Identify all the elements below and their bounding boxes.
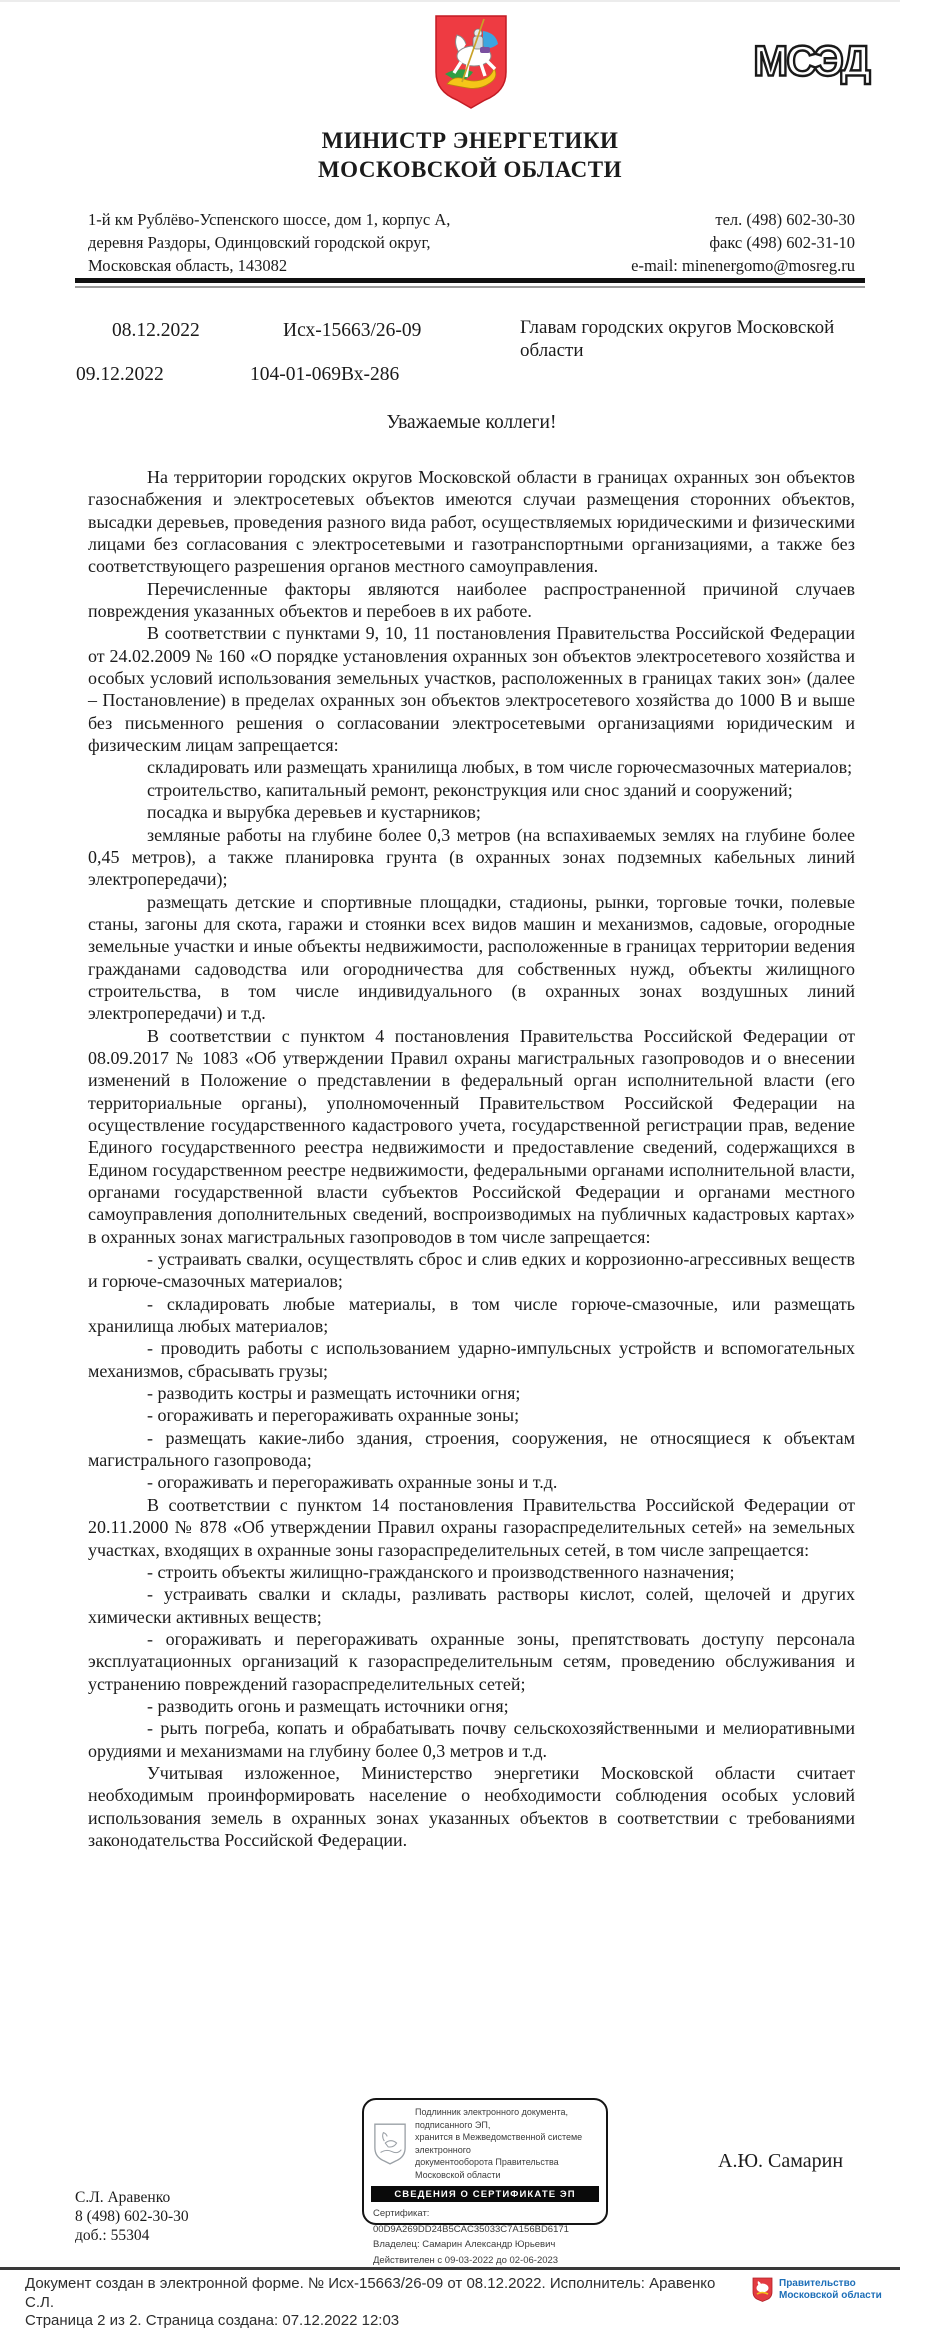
salutation: Уважаемые коллеги! [386, 412, 557, 433]
body-paragraph: посадка и вырубка деревьев и кустарников; [147, 802, 481, 823]
body-paragraph: - устраивать свалки, осуществлять сброс и слив едких и коррозионно-агрессивных веществ и горюче-смазочных материалов; [88, 1249, 855, 1292]
stamp-certificate-line: Сертификат: 00D9A269DD24B5CAC35033C7A156BD6171 [373, 2208, 569, 2235]
body-paragraph: В соответствии с пунктом 4 постановления Правительства Российской Федерации от 08.09.2017 № 1083 «Об утверждении Правил охраны магистральных газопроводов и о внесении изменений в Положение о представлении в федеральный орган исполнительной власти (его территориальные органы), уполномоченный Правительством Российской Федерации на осуществление государственного кадастрового учета, государственной регистрации прав, ведение Единого государственного реестра недвижимости и предоставление сведений, содержащихся в Едином государственном реестре недвижимости, федеральными органами исполнительной власти, органами государственной власти субъектов Российской Федерации и органами местного самоуправления дополнительных сведений, воспроизводимых на публичных кадастровых картах» в охранных зонах магистральных газопроводов в том числе запрещается: [88, 1025, 855, 1247]
letter-body [88, 466, 855, 1851]
executor-block [75, 2188, 189, 2245]
executor-line: 8 (498) 602-30-30 [75, 2208, 189, 2225]
body-paragraph: - разводить огонь и размещать источники огня; [147, 1695, 509, 1716]
org-address [88, 208, 508, 277]
stamp-note-line: Подлинник электронного документа, подписанного ЭП, [415, 2107, 568, 2130]
svg-text:МСЭД: МСЭД [753, 37, 869, 85]
body-paragraph: складировать или размещать хранилища любых, в том числе горючесмазочных материалов; [147, 757, 853, 778]
org-address-line: деревня Раздоры, Одинцовский городской округ, [88, 233, 431, 252]
government-logo [752, 2277, 882, 2302]
footer-meta-line: Документ создан в электронной форме. № Исх-15663/26-09 от 08.12.2022. Исполнитель: Аравенко С.Л. [25, 2275, 716, 2311]
government-logo-line1: Правительство [779, 2278, 856, 2289]
footer-meta [25, 2275, 745, 2331]
org-contact-line: e-mail: minenergomo@mosreg.ru [631, 256, 855, 275]
executor-line: С.Л. Аравенко [75, 2189, 171, 2206]
outgoing-number: Исх-15663/26-09 [283, 320, 422, 341]
government-logo-line2: Московской области [779, 2289, 882, 2301]
footer-separator [0, 2267, 900, 2270]
body-paragraph: строительство, капитальный ремонт, реконструкция или снос зданий и сооружений; [147, 779, 793, 800]
body-paragraph: - складировать любые материалы, в том числе горюче-смазочные, или размещать хранилища любых материалов; [88, 1293, 855, 1337]
government-coat-of-arms-icon [752, 2277, 773, 2302]
stamp-note [415, 2106, 599, 2181]
body-paragraph: - огораживать и перегораживать охранные зоны; [147, 1405, 520, 1426]
body-paragraph: - огораживать и перегораживать охранные зоны и т.д. [147, 1472, 558, 1493]
stamp-note-line: хранится в Межведомственной системе электронного [415, 2132, 583, 2155]
moscow-oblast-coat-of-arms-icon [433, 14, 509, 110]
stamp-certificate-line: Действителен с 09-03-2022 до 02-06-2023 [373, 2254, 559, 2266]
body-paragraph: - проводить работы с использованием ударно-импульсных устройств и вспомогательных механизмов, сбрасывать грузы; [88, 1338, 855, 1381]
page-title [0, 126, 940, 184]
body-paragraph: - строить объекты жилищно-гражданского и производственного назначения; [147, 1561, 735, 1582]
executor-line: доб.: 55304 [75, 2227, 150, 2244]
stamp-certificate-header: СВЕДЕНИЯ О СЕРТИФИКАТЕ ЭП [371, 2186, 599, 2202]
footer-meta-line: Страница 2 из 2. Страница создана: 07.12.2022 12:03 [25, 2312, 400, 2329]
body-paragraph: На территории городских округов Московской области в границах охранных зон объектов газоснабжения и электросетевых объектов имеются случаи размещения сторонних объектов, высадки деревьев, проведения разного вида работ, осуществляемых юридическими и физическими лицами без согласования с электросетевыми и газотранспортными организациями, а также без соответствующего разрешения органов местного самоуправления. [88, 467, 855, 577]
letterhead-rule-thick [75, 278, 865, 283]
body-paragraph: - размещать какие-либо здания, строения, сооружения, не относящиеся к объектам магистрального газопровода; [88, 1427, 855, 1471]
org-title-line2: МОСКОВСКОЙ ОБЛАСТИ [317, 157, 623, 182]
mced-logo [753, 37, 869, 85]
outgoing-date: 08.12.2022 [112, 320, 200, 341]
letterhead-rule-thin [75, 286, 865, 288]
stamp-certificate-details [364, 2202, 606, 2268]
body-paragraph: - устраивать свалки и склады, разливать растворы кислот, солей, щелочей и других химически активных веществ; [88, 1584, 855, 1627]
electronic-signature-stamp [362, 2098, 608, 2266]
signer-name: А.Ю. Самарин [718, 2150, 844, 2172]
body-paragraph: - огораживать и перегораживать охранные зоны, препятствовать доступу персонала эксплуатационных организаций к газораспределительным сетям, проведению обслуживания и устранению повреждений газораспределительных сетей; [88, 1628, 855, 1694]
body-paragraph: В соответствии с пунктами 9, 10, 11 постановления Правительства Российской Федерации от 24.02.2009 № 160 «О порядке установления охранных зон объектов электросетевого хозяйства и особых условий использования земельных участков, расположенных в границах таких зон» (далее – Постановление) в пределах охранных зон объектов электросетевого хозяйства до 1000 В и выше без письменного решения о согласовании электросетевыми организациями юридическим и физическим лицам запрещается: [88, 623, 855, 756]
body-paragraph: В соответствии с пунктом 14 постановления Правительства Российской Федерации от 20.11.2000 № 878 «Об утверждении Правил охраны газораспределительных сетей» на земельных участках, входящих в охранные зоны газораспределительных сетей, в том числе запрещается: [88, 1494, 855, 1560]
body-paragraph: Учитывая изложенное, Министерство энергетики Московской области считает необходимым проинформировать население о необходимости соблюдения особых условий использования земель в охранных зонах указанных объектов в соответствии с требованиями законодательства Российской Федерации. [88, 1762, 855, 1850]
stamp-note-line: документооборота Правительства Московской области [415, 2157, 559, 2180]
org-contacts [455, 208, 855, 277]
org-contact-line: факс (498) 602-31-10 [709, 233, 855, 252]
org-address-line: Московская область, 143082 [88, 256, 288, 275]
incoming-date: 09.12.2022 [76, 364, 164, 385]
body-paragraph: Перечисленные факторы являются наиболее распространенной причиной случаев повреждения указанных объектов и перебоев в их работе. [88, 578, 855, 622]
org-contact-line: тел. (498) 602-30-30 [715, 210, 855, 229]
recipient-block: Главам городских округов Московской области [520, 317, 835, 361]
government-logo-text [779, 2278, 882, 2301]
incoming-number: 104-01-069Вх-286 [250, 364, 400, 385]
body-paragraph: земляные работы на глубине более 0,3 метров (на вспахиваемых землях на глубине более 0,45 метров), а также планировка грунта (в охранных зонах подземных кабельных линий электропередачи); [88, 824, 855, 890]
org-title-line1: МИНИСТР ЭНЕРГЕТИКИ [321, 128, 619, 153]
stamp-coat-of-arms-icon [373, 2123, 407, 2165]
stamp-certificate-line: Владелец: Самарин Александр Юрьевич [373, 2239, 556, 2250]
body-paragraph: - разводить костры и размещать источники огня; [147, 1383, 521, 1404]
body-paragraph: - рыть погреба, копать и обрабатывать почву сельскохозяйственными и мелиоративными орудиями и механизмами на глубину более 0,3 метров и т.д. [88, 1718, 855, 1761]
org-address-line: 1-й км Рублёво-Успенского шоссе, дом 1, корпус А, [88, 210, 451, 229]
body-paragraph: размещать детские и спортивные площадки, стадионы, рынки, торговые точки, полевые станы, загоны для скота, гаражи и стоянки всех видов машин и механизмов, садовые, огородные земельные участки и иные объекты недвижимости, расположенные в границах территории ведения гражданами садоводства или огородничества для собственных нужд, объекты жилищного строительства, в том числе индивидуального (в охранных зонах воздушных линий электропередачи) и т.д. [88, 891, 855, 1024]
